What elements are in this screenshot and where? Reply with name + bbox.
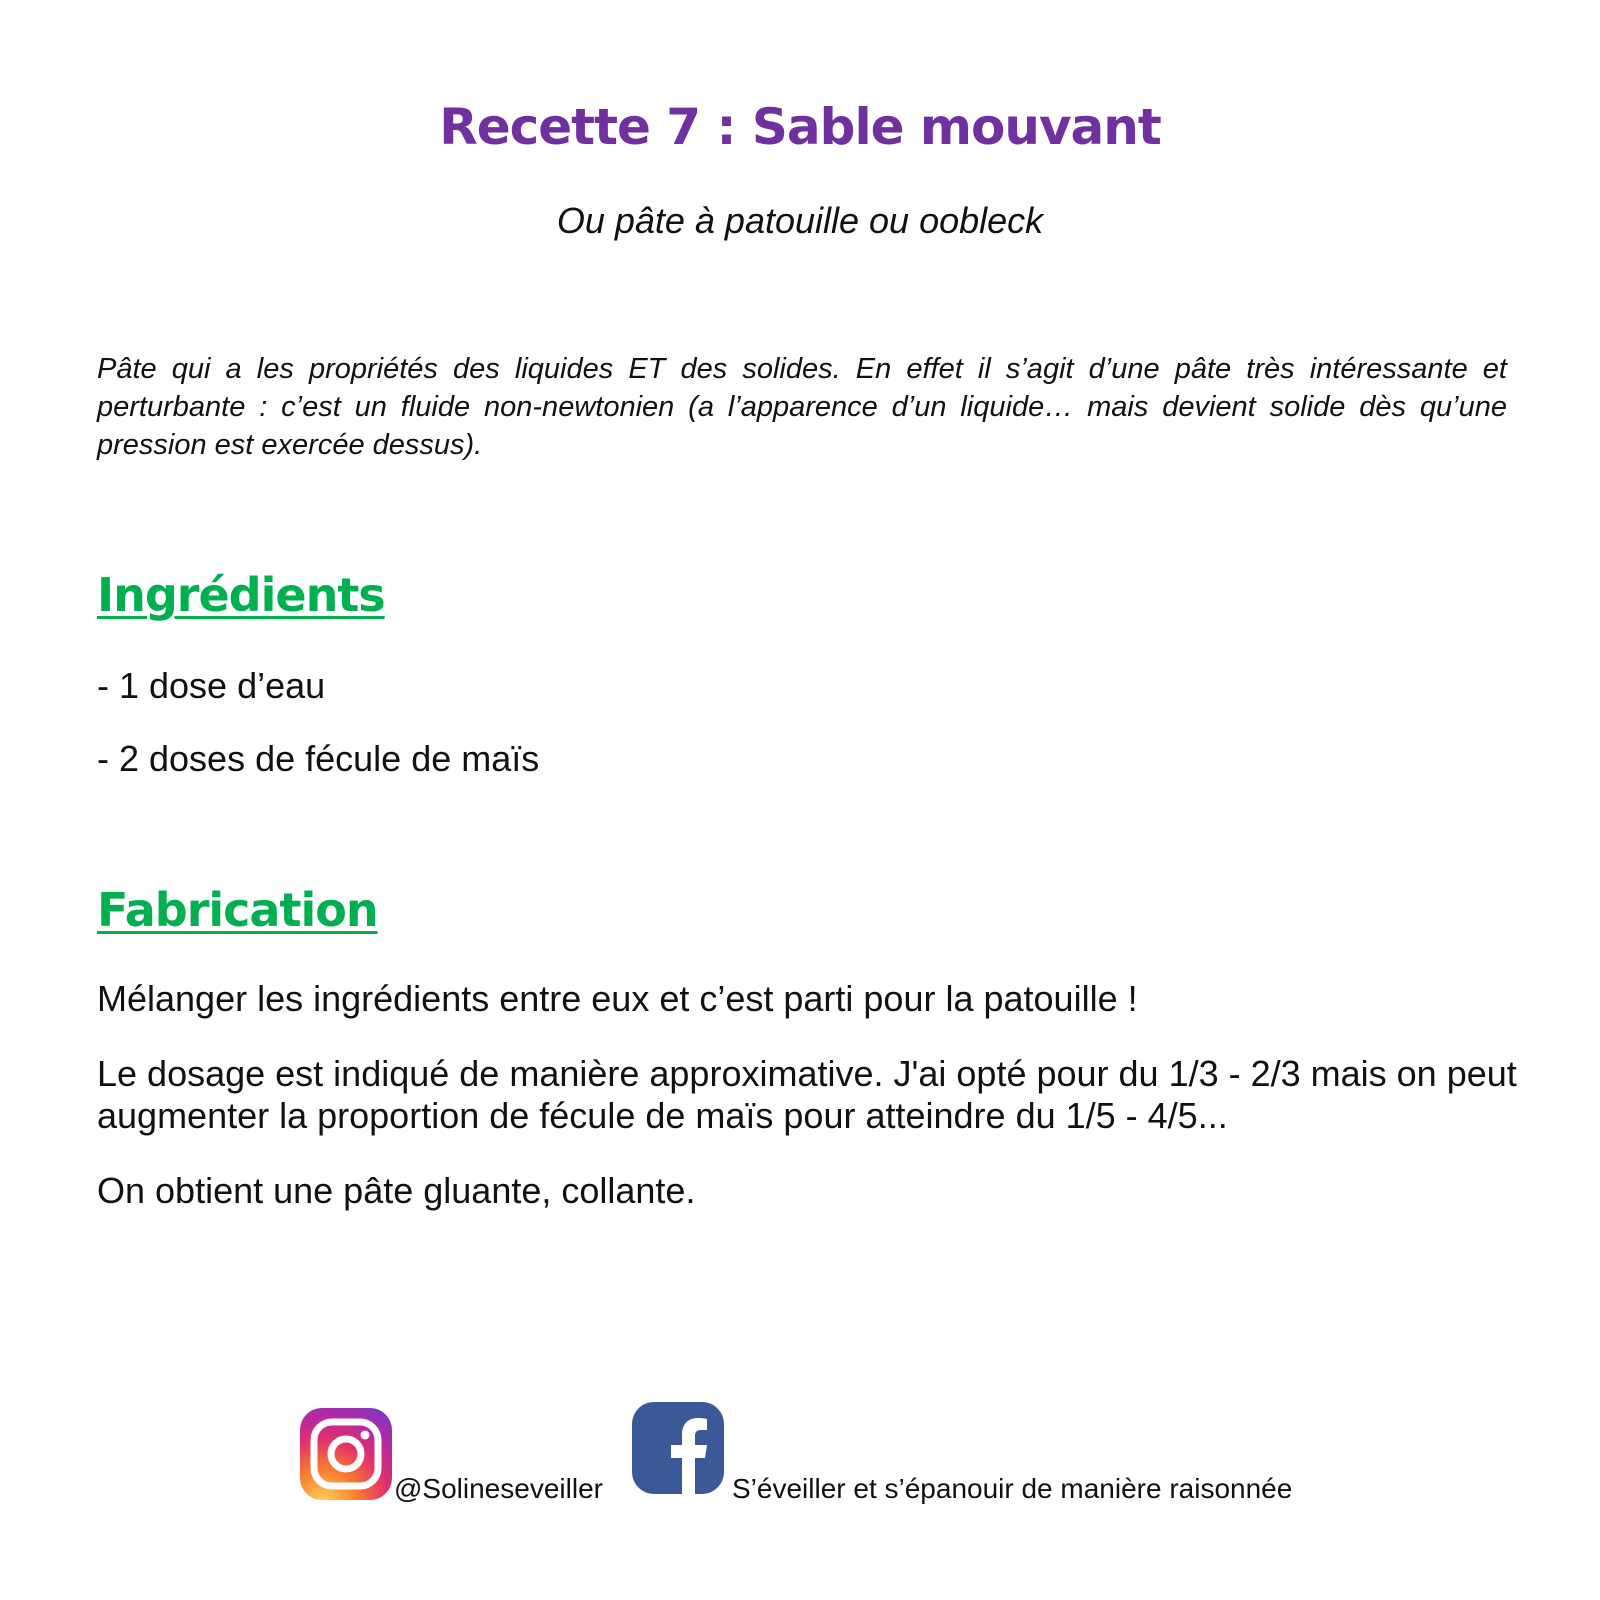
facebook-page-name[interactable]: S’éveiller et s’épanouir de manière raisonnée <box>732 1473 1293 1504</box>
page-subtitle: Ou pâte à patouille ou oobleck <box>556 200 1044 241</box>
fabrication-step: On obtient une pâte gluante, collante. <box>97 1170 696 1211</box>
instagram-handle[interactable]: @Solineseveiller <box>394 1473 603 1504</box>
instagram-icon[interactable] <box>300 1408 392 1500</box>
facebook-icon[interactable] <box>632 1402 724 1494</box>
fabrication-step: Mélanger les ingrédients entre eux et c’est parti pour la patouille ! <box>97 978 1138 1019</box>
intro-paragraph: Pâte qui a les propriétés des liquides ET des solides. En effet il s’agit d’une pâte très intéressante et perturbante : c’est un fluide non-newtonien (a l’apparence d’un liquide… mais devient solide dès qu’une pression est exercée dessus). <box>97 353 1507 461</box>
fabrication-step: Le dosage est indiqué de manière approximative. J'ai opté pour du 1/3 - 2/3 mais on peut augmenter la proportion de fécule de maïs pour atteindre du 1/5 - 4/5... <box>97 1053 1517 1136</box>
ingredient-item: - 1 dose d’eau <box>97 665 326 706</box>
ingredient-item: - 2 doses de fécule de maïs <box>97 738 540 779</box>
fabrication-heading: Fabrication <box>97 883 378 937</box>
ingredients-heading: Ingrédients <box>97 568 385 622</box>
page-title: Recette 7 : Sable mouvant <box>439 98 1161 156</box>
